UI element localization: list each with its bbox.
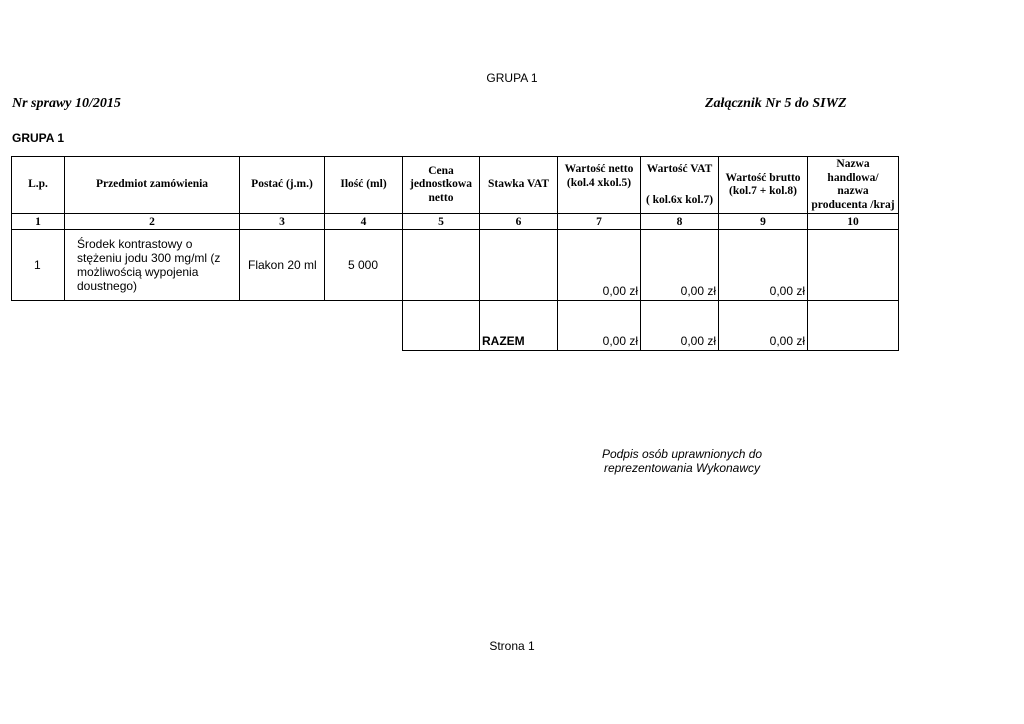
document-top-title: GRUPA 1 [486, 71, 538, 85]
total-gross-value: 0,00 zł [718, 300, 808, 351]
row-net-value: 0,00 zł [557, 229, 641, 301]
column-number-3: 3 [239, 213, 325, 230]
column-number-7: 7 [557, 213, 641, 230]
row-form: Flakon 20 ml [239, 229, 325, 301]
row-gross-value: 0,00 zł [718, 229, 808, 301]
header-gross-value-line1: Wartość brutto [725, 171, 801, 184]
signature-note: Podpis osób uprawnionych do reprezentowania Wykonawcy [601, 447, 763, 475]
row-vat-rate [479, 229, 558, 301]
header-subject: Przedmiot zamówienia [64, 156, 240, 214]
row-quantity: 5 000 [324, 229, 403, 301]
header-trade-name-line3: nazwa [837, 185, 869, 197]
column-number-5: 5 [402, 213, 480, 230]
header-unit-price-line1: Cena [428, 164, 454, 177]
column-number-4: 4 [324, 213, 403, 230]
page-number: Strona 1 [489, 639, 535, 653]
header-trade-name [807, 156, 899, 214]
column-number-9: 9 [718, 213, 808, 230]
header-trade-name-line1: Nazwa [836, 158, 870, 170]
header-vat-value [640, 156, 719, 214]
row-subject: Środek kontrastowy o stężeniu jodu 300 mg/ml (z możliwością wypojenia doustnego) [64, 229, 240, 301]
column-number-10: 10 [807, 213, 899, 230]
header-net-value-line2: (kol.4 xkol.5) [566, 176, 632, 189]
total-empty-cell [402, 300, 480, 351]
header-lp: L.p. [11, 156, 65, 214]
header-unit-price-line2: jednostkowa [410, 178, 472, 191]
column-number-6: 6 [479, 213, 558, 230]
column-number-8: 8 [640, 213, 719, 230]
column-number-1: 1 [11, 213, 65, 230]
column-number-2: 2 [64, 213, 240, 230]
header-gross-value-line2: (kol.7 + kol.8) [729, 185, 797, 197]
header-trade-name-line4: producenta /kraj [811, 198, 895, 211]
total-trade-name [807, 300, 899, 351]
header-gross-value [718, 156, 808, 214]
total-label: RAZEM [479, 300, 558, 351]
header-net-value-line1: Wartość netto [564, 163, 634, 175]
header-unit-price [402, 156, 480, 214]
header-net-value [557, 156, 641, 214]
header-vat-rate: Stawka VAT [479, 156, 558, 214]
row-unit-price [402, 229, 480, 301]
case-number: Nr sprawy 10/2015 [12, 96, 121, 111]
header-trade-name-line2: handlowa/ [827, 171, 879, 184]
row-lp: 1 [11, 229, 65, 301]
header-vat-value-line1: Wartość VAT [646, 163, 713, 175]
total-net-value: 0,00 zł [557, 300, 641, 351]
header-unit-price-line3: netto [428, 191, 454, 204]
header-vat-value-line2: ( kol.6x kol.7) [645, 193, 714, 206]
row-vat-value: 0,00 zł [640, 229, 719, 301]
total-vat-value: 0,00 zł [640, 300, 719, 351]
row-trade-name [807, 229, 899, 301]
header-form: Postać (j.m.) [239, 156, 325, 214]
group-label: GRUPA 1 [12, 131, 65, 145]
annex-label: Załącznik Nr 5 do SIWZ [705, 96, 847, 111]
header-quantity: Ilość (ml) [324, 156, 403, 214]
